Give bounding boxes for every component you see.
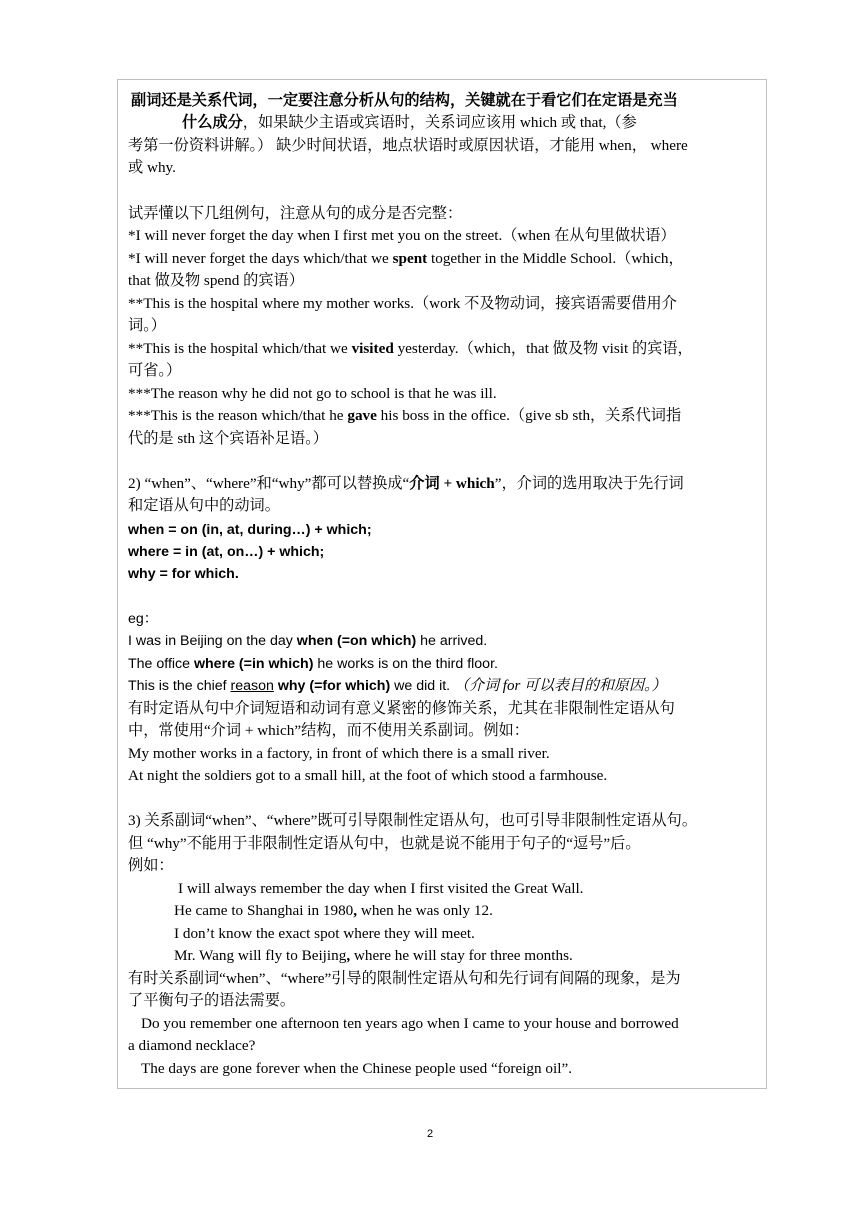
intro-line-2: 什么成分，如果缺少主语或宾语时，关系词应该用 which 或 that,（参: [182, 114, 637, 131]
separation-example-1-cont: a diamond necklace?: [128, 1037, 256, 1054]
intro-line-4: 或 why.: [128, 159, 176, 176]
separation-note-1: 有时关系副词“when”、“where”引导的限制性定语从句和先行词有间隔的现象，是为: [128, 970, 681, 987]
prep-note-1: 有时定语从句中介词短语和动词有意义紧密的修饰关系，尤其在非限制性定语从句: [128, 700, 675, 717]
example-3-cont: 词。）: [128, 317, 166, 334]
separation-example-2: The days are gone forever when the Chinese people used “foreign oil”.: [141, 1060, 572, 1077]
intro-bold-line: 副词还是关系代词，一定要注意分析从句的结构，关键就在于看它们在定语是充当: [131, 92, 678, 109]
intro-line-3: 考第一份资料讲解。） 缺少时间状语，地点状语时或原因状语，才能用 when， where: [128, 137, 688, 154]
eg-1: I was in Beijing on the day when (=on which) he arrived.: [128, 633, 488, 649]
section-3-line-1: 3) 关系副词“when”、“where”既可引导限制性定语从句，也可引导非限制性定语从句。: [128, 812, 698, 829]
eg-label: eg：: [128, 611, 158, 627]
section-3-line-2: 但 “why”不能用于非限制性定语从句中，也就是说不能用于句子的“逗号”后。: [128, 835, 641, 852]
prep-note-2: 中，常使用“介词 + which”结构，而不使用关系副词。例如：: [128, 722, 529, 739]
example-5: ***The reason why he did not go to school is that he was ill.: [128, 385, 497, 402]
separation-note-2: 了平衡句子的语法需要。: [128, 992, 296, 1009]
example-6: ***This is the reason which/that he gave his boss in the office.（give sb sth，关系代词指: [128, 407, 682, 424]
rule-where: where = in (at, on…) + which;: [128, 544, 325, 560]
section-2-cont: 和定语从句中的动词。: [128, 497, 280, 514]
example-2-cont: that 做及物 spend 的宾语）: [128, 272, 304, 289]
section-3-example-4: Mr. Wang will fly to Beijing, where he will stay for three months.: [174, 947, 573, 964]
example-4-cont: 可省。）: [128, 362, 182, 379]
rule-why: why = for which.: [128, 566, 239, 582]
section-3-example-2: He came to Shanghai in 1980, when he was only 12.: [174, 902, 493, 919]
page-number: 2: [426, 1128, 434, 1140]
section-3-example-3: I don’t know the exact spot where they will meet.: [174, 925, 475, 942]
example-4: **This is the hospital which/that we visited yesterday.（which，that 做及物 visit 的宾语，: [128, 340, 693, 357]
rule-when: when = on (in, at, during…) + which;: [128, 522, 372, 538]
eg-2: The office where (=in which) he works is on the third floor.: [128, 656, 498, 672]
prep-example-2: At night the soldiers got to a small hill, at the foot of which stood a farmhouse.: [128, 767, 608, 784]
example-6-cont: 代的是 sth 这个宾语补足语。）: [128, 430, 328, 447]
section-3-line-3: 例如：: [128, 857, 174, 874]
example-3: **This is the hospital where my mother works.（work 不及物动词，接宾语需要借用介: [128, 295, 677, 312]
example-2: *I will never forget the days which/that we spent together in the Middle School.（which，: [128, 250, 684, 267]
eg-3: This is the chief reason why (=for which) we did it. （介词 for 可以表目的和原因。）: [128, 678, 667, 694]
examples-title: 试弄懂以下几组例句，注意从句的成分是否完整：: [128, 205, 463, 222]
separation-example-1: Do you remember one afternoon ten years ago when I came to your house and borrowed: [141, 1015, 679, 1032]
prep-example-1: My mother works in a factory, in front of which there is a small river.: [128, 745, 550, 762]
section-3-example-1: I will always remember the day when I first visited the Great Wall.: [178, 880, 584, 897]
example-1: *I will never forget the day when I first met you on the street.（when 在从句里做状语）: [128, 227, 676, 244]
section-2-heading: 2) “when”、“where”和“why”都可以替换成“介词 + which”，介词的选用取决于先行词: [128, 475, 684, 492]
